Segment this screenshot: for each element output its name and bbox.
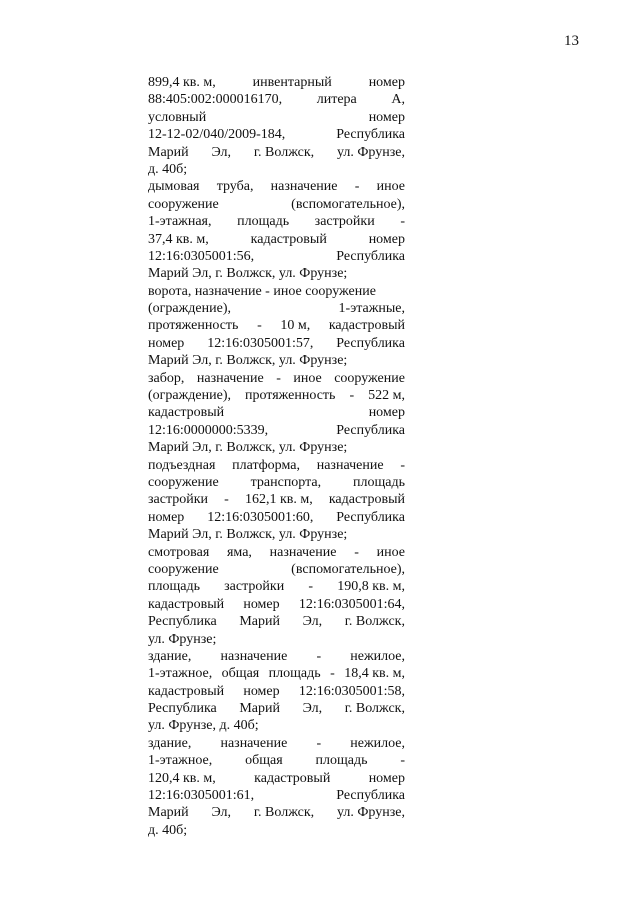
text-word: общая [245,753,283,769]
text-line [148,665,405,682]
text-line [148,509,405,526]
text-word: ул. Фрунзе, д. 40б; [148,718,259,734]
text-word: 12:16:0305001:61, [148,788,255,804]
text-line [148,248,405,265]
text-line [148,474,405,491]
text-word: инвентарный [252,75,332,90]
text-word: нежилое, [350,648,405,664]
text-word: 88:405:002:000016170, [148,92,283,108]
text-word: протяженность [245,388,336,404]
text-word: Республика [336,335,405,351]
text-line [148,526,405,543]
text-word: Эл, [302,614,323,630]
text-word: ворота, назначение - иное сооружение [148,283,376,299]
text-word: - [354,179,360,195]
text-word: иное [376,179,405,195]
text-line [148,439,405,456]
text-word: 120,4 кв. м, [148,770,216,786]
text-word: 1-этажные, [338,301,405,317]
text-word: иное [293,370,322,386]
text-line [148,178,405,195]
text-word: кадастровый [250,231,327,247]
text-word: Марий Эл, г. Волжск, ул. Фрунзе; [148,527,348,543]
text-word: ул. Фрунзе, [336,144,405,160]
text-word: кадастровый [148,405,225,421]
text-word: 899,4 кв. м, [148,75,216,90]
text-word: площадь [353,474,405,490]
text-line [148,613,405,630]
text-word: застройки [148,492,209,508]
text-line [148,770,405,787]
text-word: 12:16:0305001:56, [148,248,255,264]
text-word: кадастровый [328,318,405,334]
text-word: 12:16:0305001:57, [207,335,314,351]
text-word: Эл, [211,805,232,821]
text-word: номер [148,509,185,525]
text-line [148,648,405,665]
text-word: номер [148,335,185,351]
text-line [148,631,405,648]
text-line [148,544,405,561]
text-line [148,822,405,839]
text-word: сооружение [148,561,219,577]
text-word: назначение [270,179,338,195]
text-line [148,317,405,334]
text-line [148,717,405,734]
text-word: 1-этажное, [148,666,213,682]
text-word: Республика [148,701,217,717]
text-word: общая [221,666,260,682]
text-word: А, [391,92,405,108]
text-word: Республика [336,422,405,438]
text-word: 12-12-02/040/2009-184, [148,127,286,143]
text-line [148,74,405,91]
text-line [148,265,405,282]
text-word: Республика [148,614,217,630]
text-word: Республика [336,248,405,264]
text-word: литера [316,92,357,108]
text-line [148,213,405,230]
text-word: Республика [336,509,405,525]
text-word: нежилое, [350,735,405,751]
text-word: (вспомогательное), [291,561,405,577]
page-number: 13 [564,33,579,49]
text-word: номер [243,596,280,612]
text-line [148,300,405,317]
text-line [148,596,405,613]
text-word: смотровая [148,544,210,560]
text-word: Республика [336,127,405,143]
text-word: подъездная [148,457,216,473]
text-line [148,387,405,404]
text-word: ул. Фрунзе; [148,631,217,647]
text-word: г. Волжск, [344,701,405,717]
text-word: площадь [237,214,290,230]
text-word: платформа, [232,457,300,473]
text-word: условный [148,109,207,125]
text-word: сооружение [148,474,219,490]
text-word: транспорта, [250,474,322,490]
text-word: сооружение [334,370,405,386]
text-word: 18,4 кв. м, [344,666,405,682]
text-word: (ограждение), [148,388,231,404]
text-word: кадастровый [148,596,225,612]
text-word: яма, [226,544,252,560]
text-line [148,161,405,178]
text-word: номер [368,405,405,421]
text-word: дымовая [148,179,200,195]
text-line [148,196,405,213]
text-line [148,700,405,717]
text-line [148,804,405,821]
text-word: Марий [148,144,189,160]
text-word: номер [243,683,280,699]
text-line [148,335,405,352]
text-word: застройки [224,579,285,595]
text-word: (ограждение), [148,301,231,317]
text-word: здание, [148,735,192,751]
text-word: назначение [196,370,264,386]
text-word: (вспомогательное), [291,196,405,212]
text-word: Марий Эл, г. Волжск, ул. Фрунзе; [148,266,348,282]
text-word: номер [368,75,405,90]
text-line [148,683,405,700]
text-word: Марий Эл, г. Волжск, ул. Фрунзе; [148,440,348,456]
text-word: д. 40б; [148,161,188,177]
text-word: Эл, [302,701,323,717]
text-word: кадастровый [148,683,225,699]
text-word: кадастровый [254,770,331,786]
text-word: ул. Фрунзе, [336,805,405,821]
text-line [148,352,405,369]
text-word: 1-этажная, [148,214,212,230]
text-word: Марий Эл, г. Волжск, ул. Фрунзе; [148,353,348,369]
text-word: - [224,492,229,508]
text-line [148,144,405,161]
text-word: протяженность [148,318,239,334]
text-word: 522 м, [368,388,405,404]
text-line [148,787,405,804]
text-word: - [308,579,314,595]
text-word: 12:16:0000000:5339, [148,422,269,438]
text-word: 162,1 кв. м, [244,492,313,508]
text-word: д. 40б; [148,822,188,838]
text-word: - [400,753,405,769]
text-line [148,231,405,248]
document-text [148,74,405,839]
text-word: номер [368,770,405,786]
text-word: Республика [336,788,405,804]
text-word: забор, [148,370,185,386]
text-line [148,126,405,143]
text-word: Марий [239,701,280,717]
text-line [148,283,405,300]
text-line [148,370,405,387]
text-word: номер [368,231,405,247]
text-word: - [316,648,322,664]
text-word: назначение [220,735,288,751]
text-word: - [276,370,281,386]
text-word: Эл, [211,144,232,160]
text-word: площадь [148,579,200,595]
text-line [148,109,405,126]
text-word: - [330,666,335,682]
text-word: номер [368,109,405,125]
text-word: Марий [148,805,189,821]
text-line [148,735,405,752]
text-word: 12:16:0305001:58, [298,683,405,699]
text-word: Марий [239,614,280,630]
text-word: 37,4 кв. м, [148,231,209,247]
text-word: труба, [216,179,254,195]
text-word: площадь [315,753,368,769]
text-line [148,752,405,769]
text-word: - [316,735,322,751]
text-word: здание, [148,648,192,664]
text-word: г. Волжск, [344,614,405,630]
text-word: назначение [316,457,384,473]
text-word: г. Волжск, [253,144,315,160]
text-word: - [354,544,359,560]
text-word: кадастровый [328,492,405,508]
text-word: назначение [269,544,337,560]
text-word: иное [376,544,405,560]
text-line [148,561,405,578]
text-line [148,422,405,439]
text-word: 190,8 кв. м, [337,579,405,595]
text-word: застройки [314,214,375,230]
text-word: 10 м, [280,318,311,334]
text-word: 12:16:0305001:60, [207,509,314,525]
text-line [148,457,405,474]
text-word: - [349,388,355,404]
text-line [148,491,405,508]
text-word: 12:16:0305001:64, [298,596,405,612]
text-word: назначение [220,648,288,664]
text-line [148,578,405,595]
text-word: 1-этажное, [148,753,213,769]
text-word: сооружение [148,196,219,212]
text-word: площадь [268,666,321,682]
text-word: г. Волжск, [253,805,315,821]
text-line [148,404,405,421]
text-line [148,91,405,108]
text-word: - [257,318,262,334]
text-word: - [400,457,405,473]
text-word: - [400,214,405,230]
